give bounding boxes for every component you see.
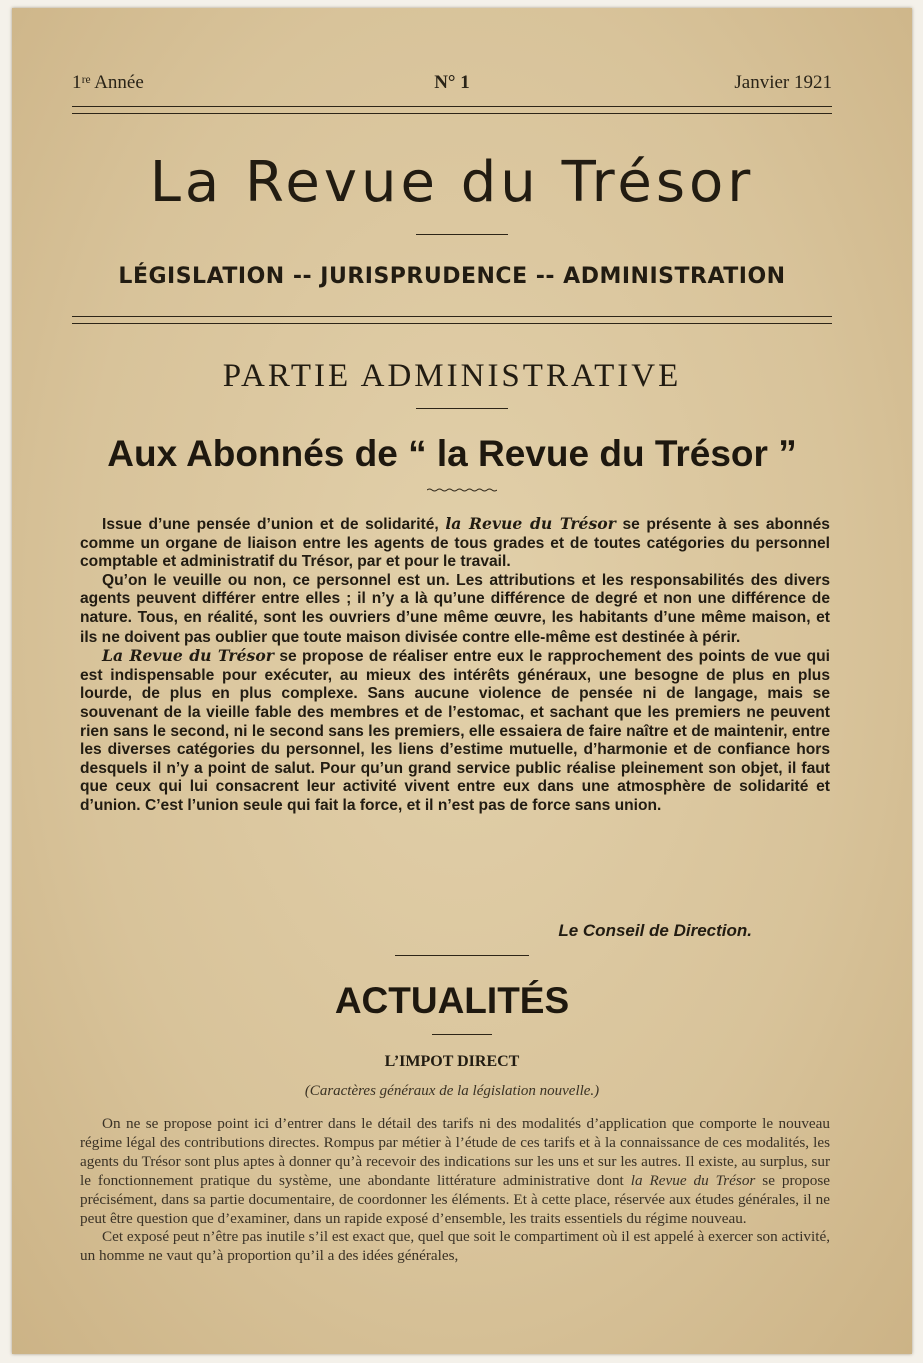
article-subtitle: (Caractères généraux de la législation nouvelle.) (304, 1083, 600, 1099)
editorial-paragraph: La Revue du Trésor se propose de réaliser entre eux le rapprochement des points de vue qui est indispensable pour exécuter, au mieux des intérêts généraux, une besogne de plus en plus lourde, de plus en plus complexe. Sans aucune violence de pensée ni de langage, mais se souvenant de la vieille fable des membres et de l’estomac, et sachant que les premiers ne peuvent rien sans le second, ni le second sans les premiers, elle essaiera de faire naître et de maintenir, entre les diverses catégories du personnel, les liens d’estime mutuelle, d’harmonie et de confiance hors desquels il n’y a point de salut. Pour qu’un grand service public réalise pleinement son objet, il faut que ceux qui lui consacrent leur activité vivent entre eux dans une atmosphère de solidarité et d’union. C’est l’union seule qui fait la force, et il n’est pas de force sans union. (80, 646, 830, 814)
news-section-title: ACTUALITÉS (334, 980, 570, 1021)
masthead-double-rule (72, 316, 832, 324)
article-body (80, 1115, 830, 1266)
section-title: PARTIE ADMINISTRATIVE (222, 358, 682, 394)
issue-date: Janvier 1921 (734, 72, 832, 93)
editorial-paragraph: Issue d’une pensée d’union et de solidarité, la Revue du Trésor se présente à ses abonnés comme un organe de liaison entre les agents de tous grades et de toutes catégories du personnel comptable et administratif du Trésor, par et pour le travail. (80, 514, 830, 571)
wavy-ornament (427, 488, 497, 492)
editorial-body (80, 515, 830, 816)
masthead-title: La Revue du Trésor (149, 150, 755, 215)
journal-page (12, 8, 912, 1354)
issue-header (72, 72, 832, 100)
issue-number: N° 1 (434, 72, 470, 93)
issue-year: 1ʳᵉ Année (72, 72, 144, 93)
editorial-signature: Le Conseil de Direction. (558, 921, 752, 940)
article-title: L’IMPOT DIRECT (384, 1053, 520, 1070)
article-paragraph: On ne se propose point ici d’entrer dans le détail des tarifs ni des modalités d’application que comporte le nouveau régime légal des contributions directes. Rompus par métier à l’étude de ces tarifs et à la connaissance de ces modalités, les agents du Trésor sont plus aptes à donner qu’à recevoir des indications sur les uns et sur les autres. Il existe, au surplus, sur le fonctionnement pratique du système, une abondante littérature administrative dont la Revue du Trésor se propose précisément, dans sa partie documentaire, de coordonner les éléments. Et à cette place, réservée aux études générales, il ne peut être question que d’examiner, dans un rapide exposé d’ensemble, les traits essentiels du régime nouveau. (80, 1115, 830, 1227)
masthead-divider (416, 234, 508, 235)
editorial-headline: Aux Abonnés de “ la Revue du Trésor ” (107, 433, 797, 474)
editorial-end-rule (395, 955, 529, 956)
header-double-rule (72, 106, 832, 114)
masthead-subtitle: LÉGISLATION -- JURISPRUDENCE -- ADMINISTRATION (118, 264, 786, 289)
editorial-paragraph: Qu’on le veuille ou non, ce personnel est un. Les attributions et les responsabilités des divers agents peuvent différer entre elles ; il n’y a là qu’une différence de degré et non une différence de nature. Tous, en réalité, sont les ouvriers d’une même œuvre, les habitants d’une même maison, et ils ne doivent pas oublier que toute maison divisée contre elle-même est destinée à périr. (80, 571, 830, 646)
news-divider (432, 1034, 492, 1035)
article-paragraph: Cet exposé peut n’être pas inutile s’il est exact que, quel que soit le compartiment où il est appelé à exercer son activité, un homme ne vaut qu’à proportion qu’il a des idées générales, (80, 1228, 830, 1265)
section-divider (416, 408, 508, 409)
